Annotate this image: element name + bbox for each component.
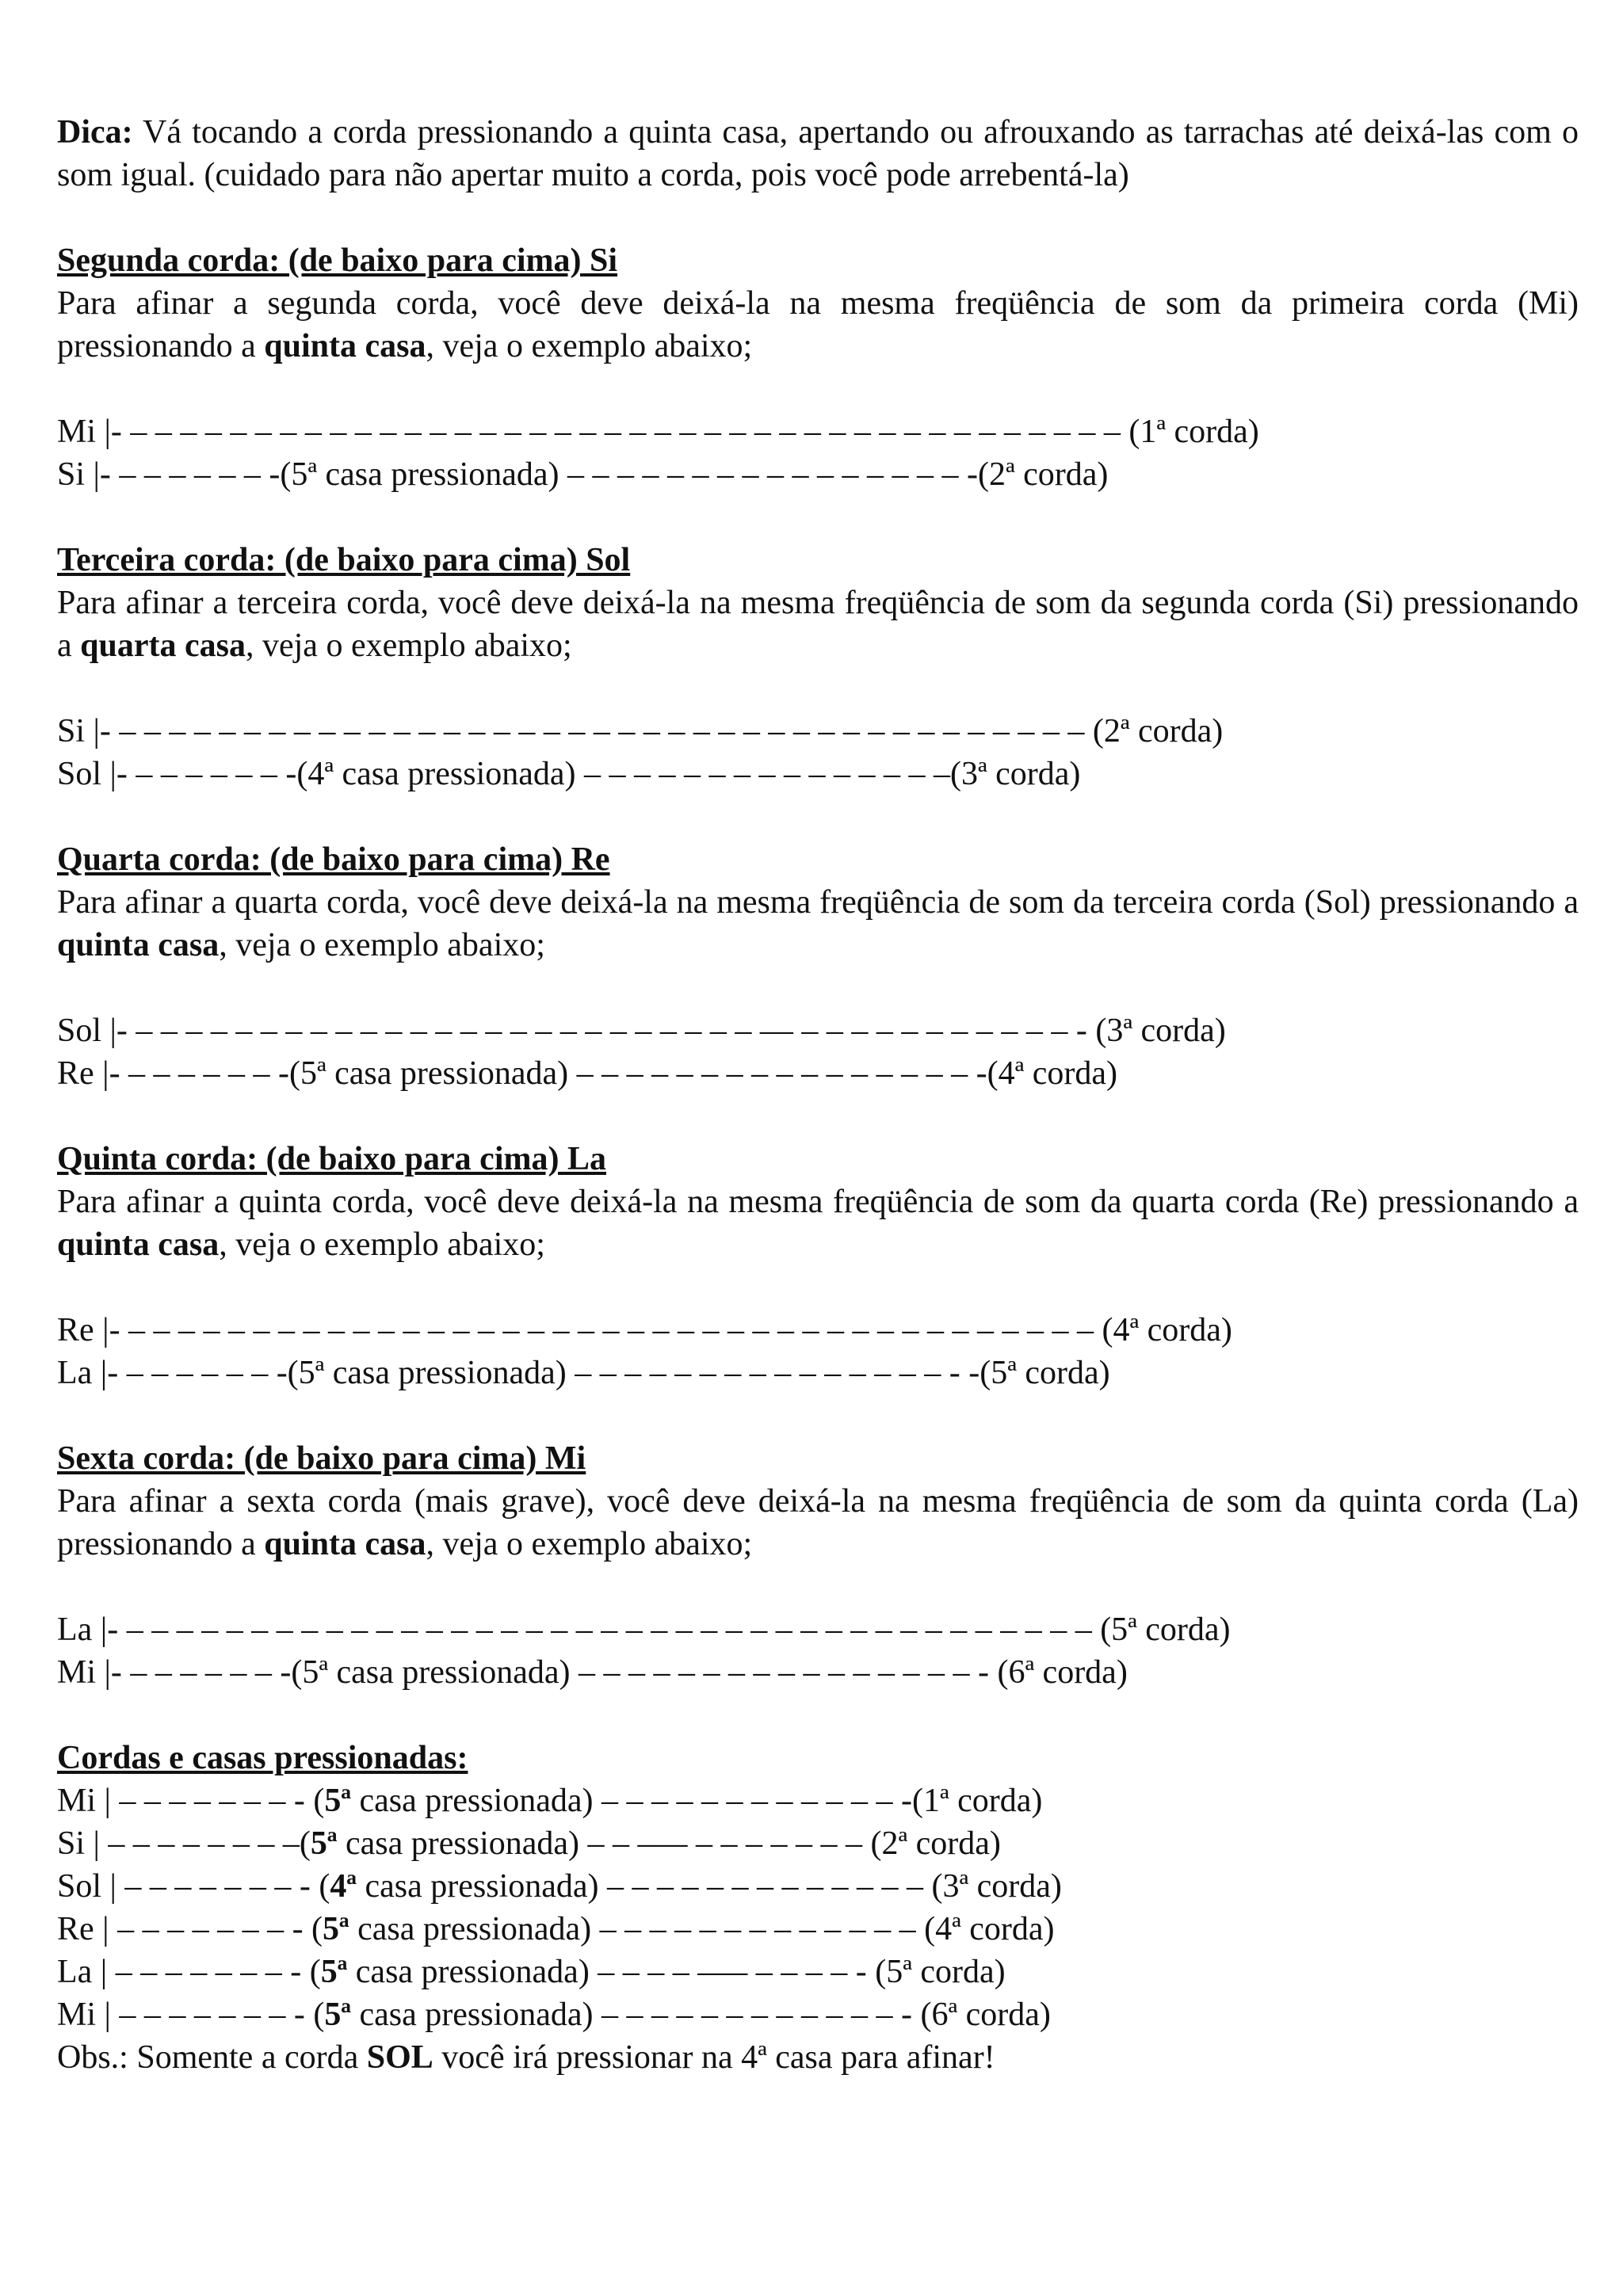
fret-emphasis: quarta casa xyxy=(80,627,246,664)
tip-paragraph xyxy=(57,111,1579,196)
tab-line-target: Re |- – – – – – – -(5ª casa pressionada) – – – – – – – – – – – – – – – – -(4ª corda) xyxy=(57,1055,1117,1092)
section-intro-quarta: Para afinar a quarta corda, você deve deixá-la na mesma freqüência de som da terceira corda (Sol) pressionando a quinta casa, veja o exemplo abaixo; xyxy=(57,884,1579,963)
section-intro-segunda: Para afinar a segunda corda, você deve deixá-la na mesma freqüência de som da primeira corda (Mi) pressionando a quinta casa, veja o exemplo abaixo; xyxy=(57,285,1579,364)
section-heading-quarta: Quarta corda: (de baixo para cima) Re xyxy=(57,841,610,878)
section-heading-segunda: Segunda corda: (de baixo para cima) Si xyxy=(57,242,618,279)
fret-emphasis: quinta casa xyxy=(57,1226,220,1263)
summary-note: Obs.: Somente a corda SOL você irá pressionar na 4ª casa para afinar! xyxy=(57,2039,995,2076)
tab-line-reference: Mi |- – – – – – – – – – – – – – – – – – – – – – – – – – – – – – – – – – – – – – – – – (1ª corda) xyxy=(57,414,1259,450)
tip-label: Dica: xyxy=(57,114,133,151)
tab-line-target: La |- – – – – – – -(5ª casa pressionada) – – – – – – – – – – – – – – – - -(5ª corda) xyxy=(57,1355,1110,1391)
tab-line-reference: Re |- – – – – – – – – – – – – – – – – – – – – – – – – – – – – – – – – – – – – – – – (4ª corda) xyxy=(57,1312,1232,1348)
fret-emphasis: quinta casa xyxy=(264,328,426,364)
section-heading-terceira: Terceira corda: (de baixo para cima) Sol xyxy=(57,542,631,578)
fret-emphasis: quinta casa xyxy=(57,927,220,963)
section-intro-terceira: Para afinar a terceira corda, você deve deixá-la na mesma freqüência de som da segunda corda (Si) pressionando a quarta casa, veja o exemplo abaixo; xyxy=(57,585,1579,664)
document-page xyxy=(57,111,1579,2079)
tab-line-reference: Si |- – – – – – – – – – – – – – – – – – – – – – – – – – – – – – – – – – – – – – – – (2ª corda) xyxy=(57,713,1224,749)
tab-line-reference: La |- – – – – – – – – – – – – – – – – – – – – – – – – – – – – – – – – – – – – – – – (5ª corda) xyxy=(57,1611,1231,1648)
tab-line-target: Si |- – – – – – – -(5ª casa pressionada) – – – – – – – – – – – – – – – – -(2ª corda) xyxy=(57,456,1109,493)
section-heading-sexta: Sexta corda: (de baixo para cima) Mi xyxy=(57,1440,586,1477)
section-intro-quinta: Para afinar a quinta corda, você deve deixá-la na mesma freqüência de som da quarta corda (Re) pressionando a quinta casa, veja o exemplo abaixo; xyxy=(57,1184,1579,1263)
summary-row: Re | – – – – – – – - (5ª casa pressionada) – – – – – – – – – – – – – (4ª corda) xyxy=(57,1911,1055,1947)
note-emphasis: SOL xyxy=(366,2039,433,2076)
summary-row: La | – – – – – – – - (5ª casa pressionada) – – – – –— – – – – - (5ª corda) xyxy=(57,1954,1006,1990)
tab-line-reference: Sol |- – – – – – – – – – – – – – – – – – – – – – – – – – — – – – – – – – – – – – - (3ª corda) xyxy=(57,1013,1226,1049)
summary-row: Mi | – – – – – – – - (5ª casa pressionada) – – – – – – – – – – – – - (6ª corda) xyxy=(57,1997,1051,2033)
tab-line-target: Sol |- – – – – – – -(4ª casa pressionada) – – – – – – – – – – – – – – –(3ª corda) xyxy=(57,756,1081,792)
tip-text: Vá tocando a corda pressionando a quinta casa, apertando ou afrouxando as tarrachas até deixá-las com o som igual. (cuidado para não apertar muito a corda, pois você pode arrebentá-la) xyxy=(57,114,1579,193)
summary-row: Sol | – – – – – – – - (4ª casa pressionada) – – – – – – – – – – – – – (3ª corda) xyxy=(57,1868,1062,1905)
section-intro-sexta: Para afinar a sexta corda (mais grave), você deve deixá-la na mesma freqüência de som da quinta corda (La) pressionando a quinta casa, veja o exemplo abaixo; xyxy=(57,1483,1579,1562)
tab-line-target: Mi |- – – – – – – -(5ª casa pressionada) – – – – – – – – – – – – – – – – - (6ª corda) xyxy=(57,1654,1128,1691)
section-heading-quinta: Quinta corda: (de baixo para cima) La xyxy=(57,1141,606,1177)
summary-row: Mi | – – – – – – – - (5ª casa pressionada) – – – – – – – – – – – – -(1ª corda) xyxy=(57,1783,1043,1819)
fret-emphasis: quinta casa xyxy=(264,1526,426,1562)
summary-row: Si | – – – – – – – –(5ª casa pressionada) – – –— – – – – – – – (2ª corda) xyxy=(57,1825,1001,1862)
summary-heading: Cordas e casas pressionadas: xyxy=(57,1740,468,1776)
